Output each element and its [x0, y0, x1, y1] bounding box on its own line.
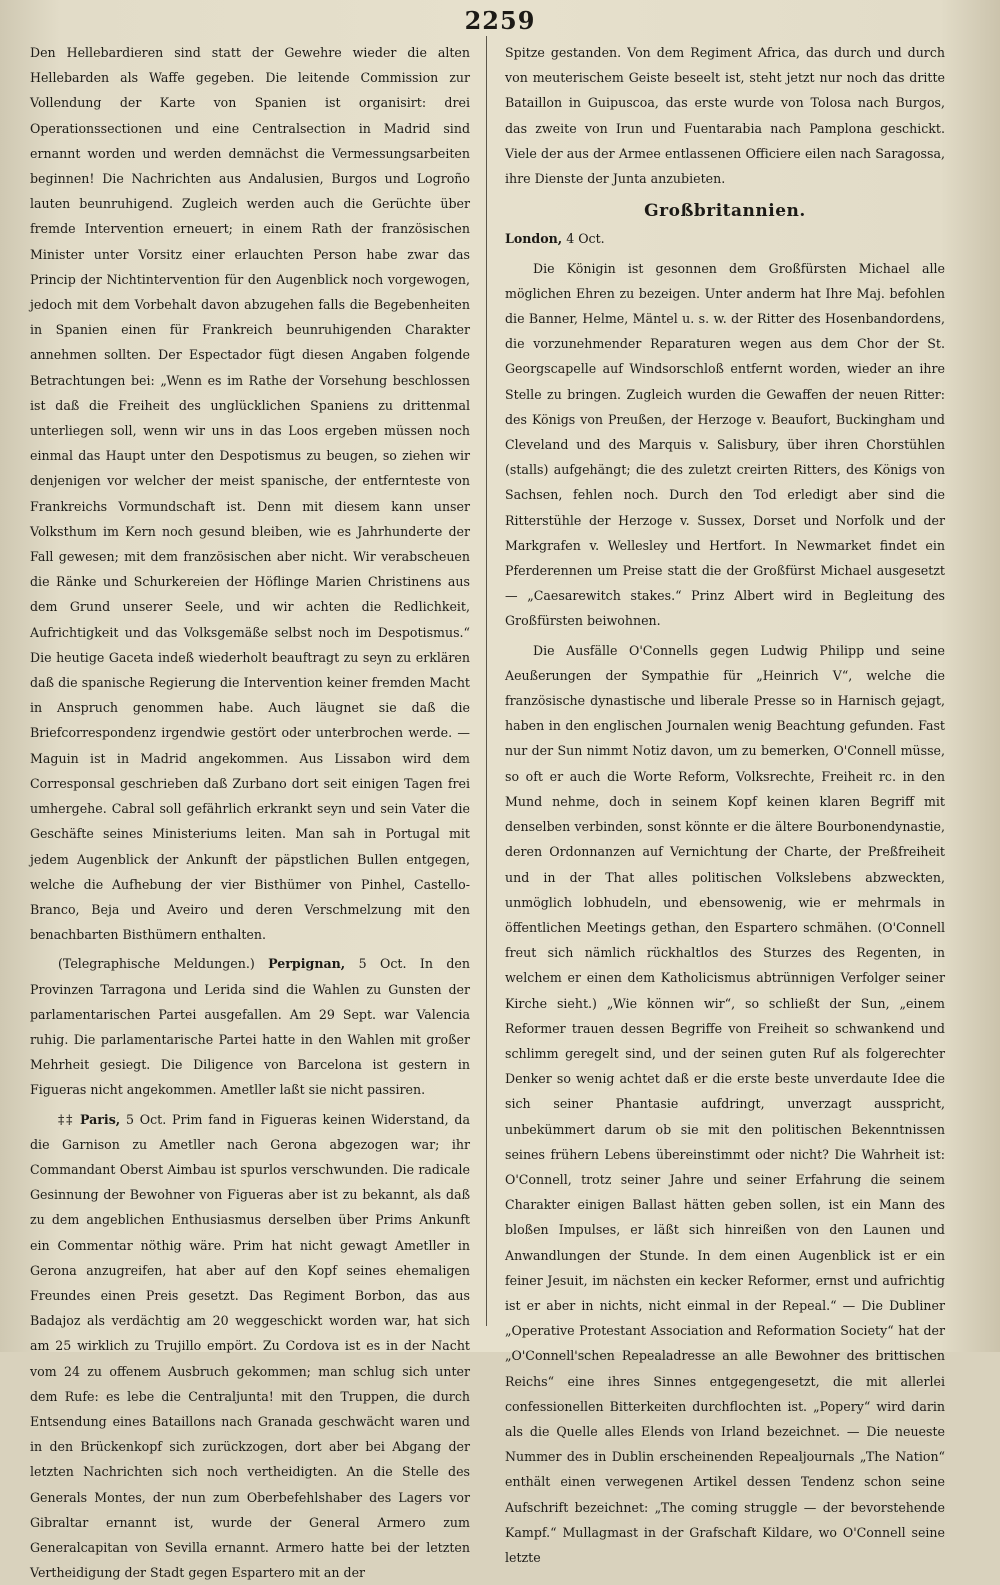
dateline-perpignan-place: Perpignan,: [268, 956, 346, 972]
right-paragraph-queen: Die Königin ist gesonnen dem Großfürsten Michael alle möglichen Ehren zu bezeigen. Unter anderm hat Ihre Maj. befohlen die Banner, Helme, Mäntel u. s. w. der Ritter des Hosenbandordens, die vorzunehmender Reparaturen wegen aus dem Chor der St. Georgscapelle auf Windsorschloß entfernt worden, wieder an ihre Stelle zu bringen. Zugleich wurden die Gewaffen der neuen Ritter: des Königs von Preußen, der Herzoge v. Beaufort, Buckingham und Cleveland und des Marquis v. Salisbury, über ihren Chorstühlen (stalls) aufgehängt; die des zuletzt creirten Ritters, des Königs von Sachsen, fehlen noch. Durch den Tod erledigt aber sind die Ritterstühle der Herzoge v. Sussex, Dorset und Norfolk und der Markgrafen v. Wellesley und Hertfort. In Newmarket findet ein Pferderennen um Preise statt die der Großfürst Michael ausgesetzt — „Caesarewitch stakes.“ Prinz Albert wird in Begleitung des Großfürsten beiwohnen.: [505, 260, 945, 629]
right-paragraph-oconnell: Die Ausfälle O'Connells gegen Ludwig Philipp und seine Aeußerungen der Sympathie für „Heinrich V“, welche die französische dynastische und liberale Presse so in Harnisch gejagt, haben in den englischen Journalen wenig Beachtung gefunden. Fast nur der Sun nimmt Notiz davon, um zu bemerken, O'Connell müsse, so oft er auch die Worte Reform, Volksrechte, Freiheit rc. in den Mund nehme, doch in seinem Kopf keinen klaren Begriff mit denselben verbinden, sonst könnte er die ältere Bourbonendynastie, deren Ordonnanzen auf Vernichtung der Charte, der Preßfreiheit und in der That alles politischen Volkslebens abzweckten, unmöglich lobhudeln, und ebensowenig, wie er mehrmals in öffentlichen Meetings gethan, den Espartero schmähen. (O'Connell freut sich nämlich rückhaltlos des Sturzes des Regenten, in welchem er einen dem Katholicismus abtrünnigen Verfolger seiner Kirche sieht.) „Wie können wir“, so schließt der Sun, „einem Reformer trauen dessen Begriffe von Freiheit so schwankend und schlimm geregelt sind, und der seinen guten Ruf als folgerechter Denker so wenig achtet daß er die erste beste unverdaute Idee die sich seiner Phantasie aufdringt, unverzagt ausspricht, unbekümmert darum ob sie mit den politischen Bekenntnissen seines frühern Lebens übereinstimmt oder nicht? Die Wahrheit ist: O'Connell, trotz seiner Jahre und seiner Erfahrung die seinem Charakter einigen Ballast hätten geben sollen, ist ein Mann des bloßen Impulses, er läßt sich hinreißen von den Launen und Anwandlungen der Stunde. In dem einen Augenblick ist er ein feiner Jesuit, im nächsten ein kecker Reformer, ernst und aufrichtig ist er aber in nichts, nicht einmal in der Repeal.“ — Die Dubliner „Operative Protestant Association and Reformation Society“ hat der „O'Connell'schen Repealadresse an alle Bewohner des brittischen Reichs“ eine ihres Sinnes entgegengesetzt, die mit allerlei confessionellen Bitterkeiten durchflochten ist. „Popery“ wird darin als die Quelle alles Elends von Irland bezeichnet. — Die neueste Nummer des in Dublin erscheinenden Repealjournals „The Nation“ enthält einen verwegenen Artikel dessen Tendenz schon seine Aufschrift bezeichnet: „The coming struggle — der bevorstehende Kampf.“ Mullagmast in der Grafschaft Kildare, wo O'Connell seine letzte: [505, 642, 945, 1565]
telegraph-lead: (Telegraphische Meldungen.): [58, 956, 255, 972]
right-paragraph-continued: Spitze gestanden. Von dem Regiment Africa, das durch und durch von meuterischem Geiste beseelt ist, steht jetzt nur noch das dritte Bataillon in Guipuscoa, das erste wurde von Tolosa nach Burgos, das zweite von Irun und Fuentarabia nach Pamplona geschickt. Viele der aus der Armee entlassenen Officiere eilen nach Saragossa, ihre Dienste der Junta anzubieten.: [505, 45, 945, 187]
left-paragraph-perpignan: [30, 951, 470, 1102]
dateline-paris-date: 5 Oct.: [125, 1111, 167, 1127]
dateline-london: [505, 226, 945, 251]
dateline-paris-place: Paris,: [79, 1111, 121, 1127]
correspondent-mark: ‡‡: [58, 1111, 75, 1127]
left-paragraph-spain: Den Hellebardieren sind statt der Gewehre wieder die alten Hellebarden als Waffe gegeben. Die leitende Commission zur Vollendung der Karte von Spanien ist organisirt: drei Operationssectionen und eine Centralsection in Madrid sind ernannt worden und werden demnächst die Vermessungsarbeiten beginnen! Die Nachrichten aus Andalusien, Burgos und Logroño lauten beunruhigend. Zugleich werden auch die Gerüchte über fremde Intervention erneuert; in einem Rath der französischen Minister unter Vorsitz einer erlauchten Person habe zwar das Princip der Nichtintervention für den Augenblick noch vorgewogen, jedoch mit dem Vorbehalt davon abzugehen falls die Begebenheiten in Spanien einen für Frankreich beunruhigenden Charakter annehmen sollten. Der Espectador fügt diesen Angaben folgende Betrachtungen bei: „Wenn es im Rathe der Vorsehung beschlossen ist daß die Freiheit des unglücklichen Spaniens zu drittenmal unterliegen soll, wenn wir uns in das Loos ergeben müssen noch einmal das Haupt unter den Despotismus zu beugen, so ziehen wir denjenigen vor welcher der meist spanische, der entfernteste von Frankreichs Vormundschaft ist. Denn mit diesem kann unser Volksthum im Kern noch gesund bleiben, wie es Jahrhunderte der Fall gewesen; mit dem französischen aber nicht. Wir verabscheuen die Ränke und Schurkereien der Höflinge Marien Christinens aus dem Grund unserer Seele, und wir achten die Redlichkeit, Aufrichtigkeit und das Volksgemäße selbst noch im Despotismus.“ Die heutige Gaceta indeß wiederholt beauftragt zu seyn zu erklären daß die spanische Regierung die Intervention keiner fremden Macht in Anspruch genommen habe. Auch läugnet sie daß die Briefcorrespondenz irgendwie gestört oder unterbrochen werde. — Maguin ist in Madrid angekommen. Aus Lissabon wird dem Corresponsal geschrieben daß Zurbano dort seit einigen Tagen frei umhergehe. Cabral soll gefährlich erkrankt seyn und sein Vater die Geschäfte seines Ministeriums leiten. Man sah in Portugal mit jedem Augenblick der Ankunft der päpstlichen Bullen entgegen, welche die Aufhebung der vier Bisthümer von Pinhel, Castello-Branco, Beja und Aveiro und deren Verschmelzung mit den benachbarten Bisthümern enthalten.: [30, 45, 470, 943]
perpignan-text: In den Provinzen Tarragona und Lerida sind die Wahlen zu Gunsten der parlamentarischen Partei ausgefallen. Am 29 Sept. war Valencia ruhig. Die parlamentarische Partei hatte in den Wahlen mit großer Mehrheit gesiegt. Die Diligence von Barcelona ist gestern in Figueras nicht angekommen. Ametller laßt sie nicht passiren.: [30, 956, 470, 1098]
page-number: 2259: [464, 6, 536, 35]
dateline-london-place: London,: [505, 231, 563, 247]
column-divider: [486, 36, 487, 1326]
left-column: [30, 40, 470, 1581]
paris-text: Prim fand in Figueras keinen Widerstand, da die Garnison zu Ametller nach Gerona abgezogen war; ihr Commandant Oberst Aimbau ist spurlos verschwunden. Die radicale Gesinnung der Bewohner von Figueras aber ist zu bekannt, als daß zu dem angeblichen Enthusiasmus derselben über Prims Ankunft ein Commentar nöthig wäre. Prim hat nicht gewagt Ametller in Gerona anzugreifen, hat aber auf den Kopf seines ehemaligen Freundes einen Preis gesetzt. Das Regiment Borbon, das aus Badajoz als verdächtig am 20 weggeschickt worden war, hat sich am 25 wirklich zu Trujillo empört. Zu Cordova ist es in der Nacht vom 24 zu offenem Ausbruch gekommen; man schlug sich unter dem Rufe: es lebe die Centraljunta! mit den Truppen, die durch Entsendung eines Bataillons nach Granada geschwächt waren und in den Brückenkopf sich zurückzogen, dort aber bei Abgang der letzten Nachrichten sich noch vertheidigten. An die Stelle des Generals Montes, der nun zum Oberbefehlshaber des Lagers vor Gibraltar ernannt ist, wurde der General Armero zum Generalcapitan von Sevilla ernannt. Armero hatte bei der letzten Vertheidigung der Stadt gegen Espartero mit an der: [30, 1111, 470, 1581]
section-heading-great-britain: Großbritannien.: [644, 201, 806, 222]
left-paragraph-paris: [30, 1107, 470, 1585]
dateline-perpignan-date: 5 Oct.: [358, 956, 407, 972]
dateline-london-date: 4 Oct.: [566, 231, 605, 247]
right-column: [505, 40, 945, 1565]
